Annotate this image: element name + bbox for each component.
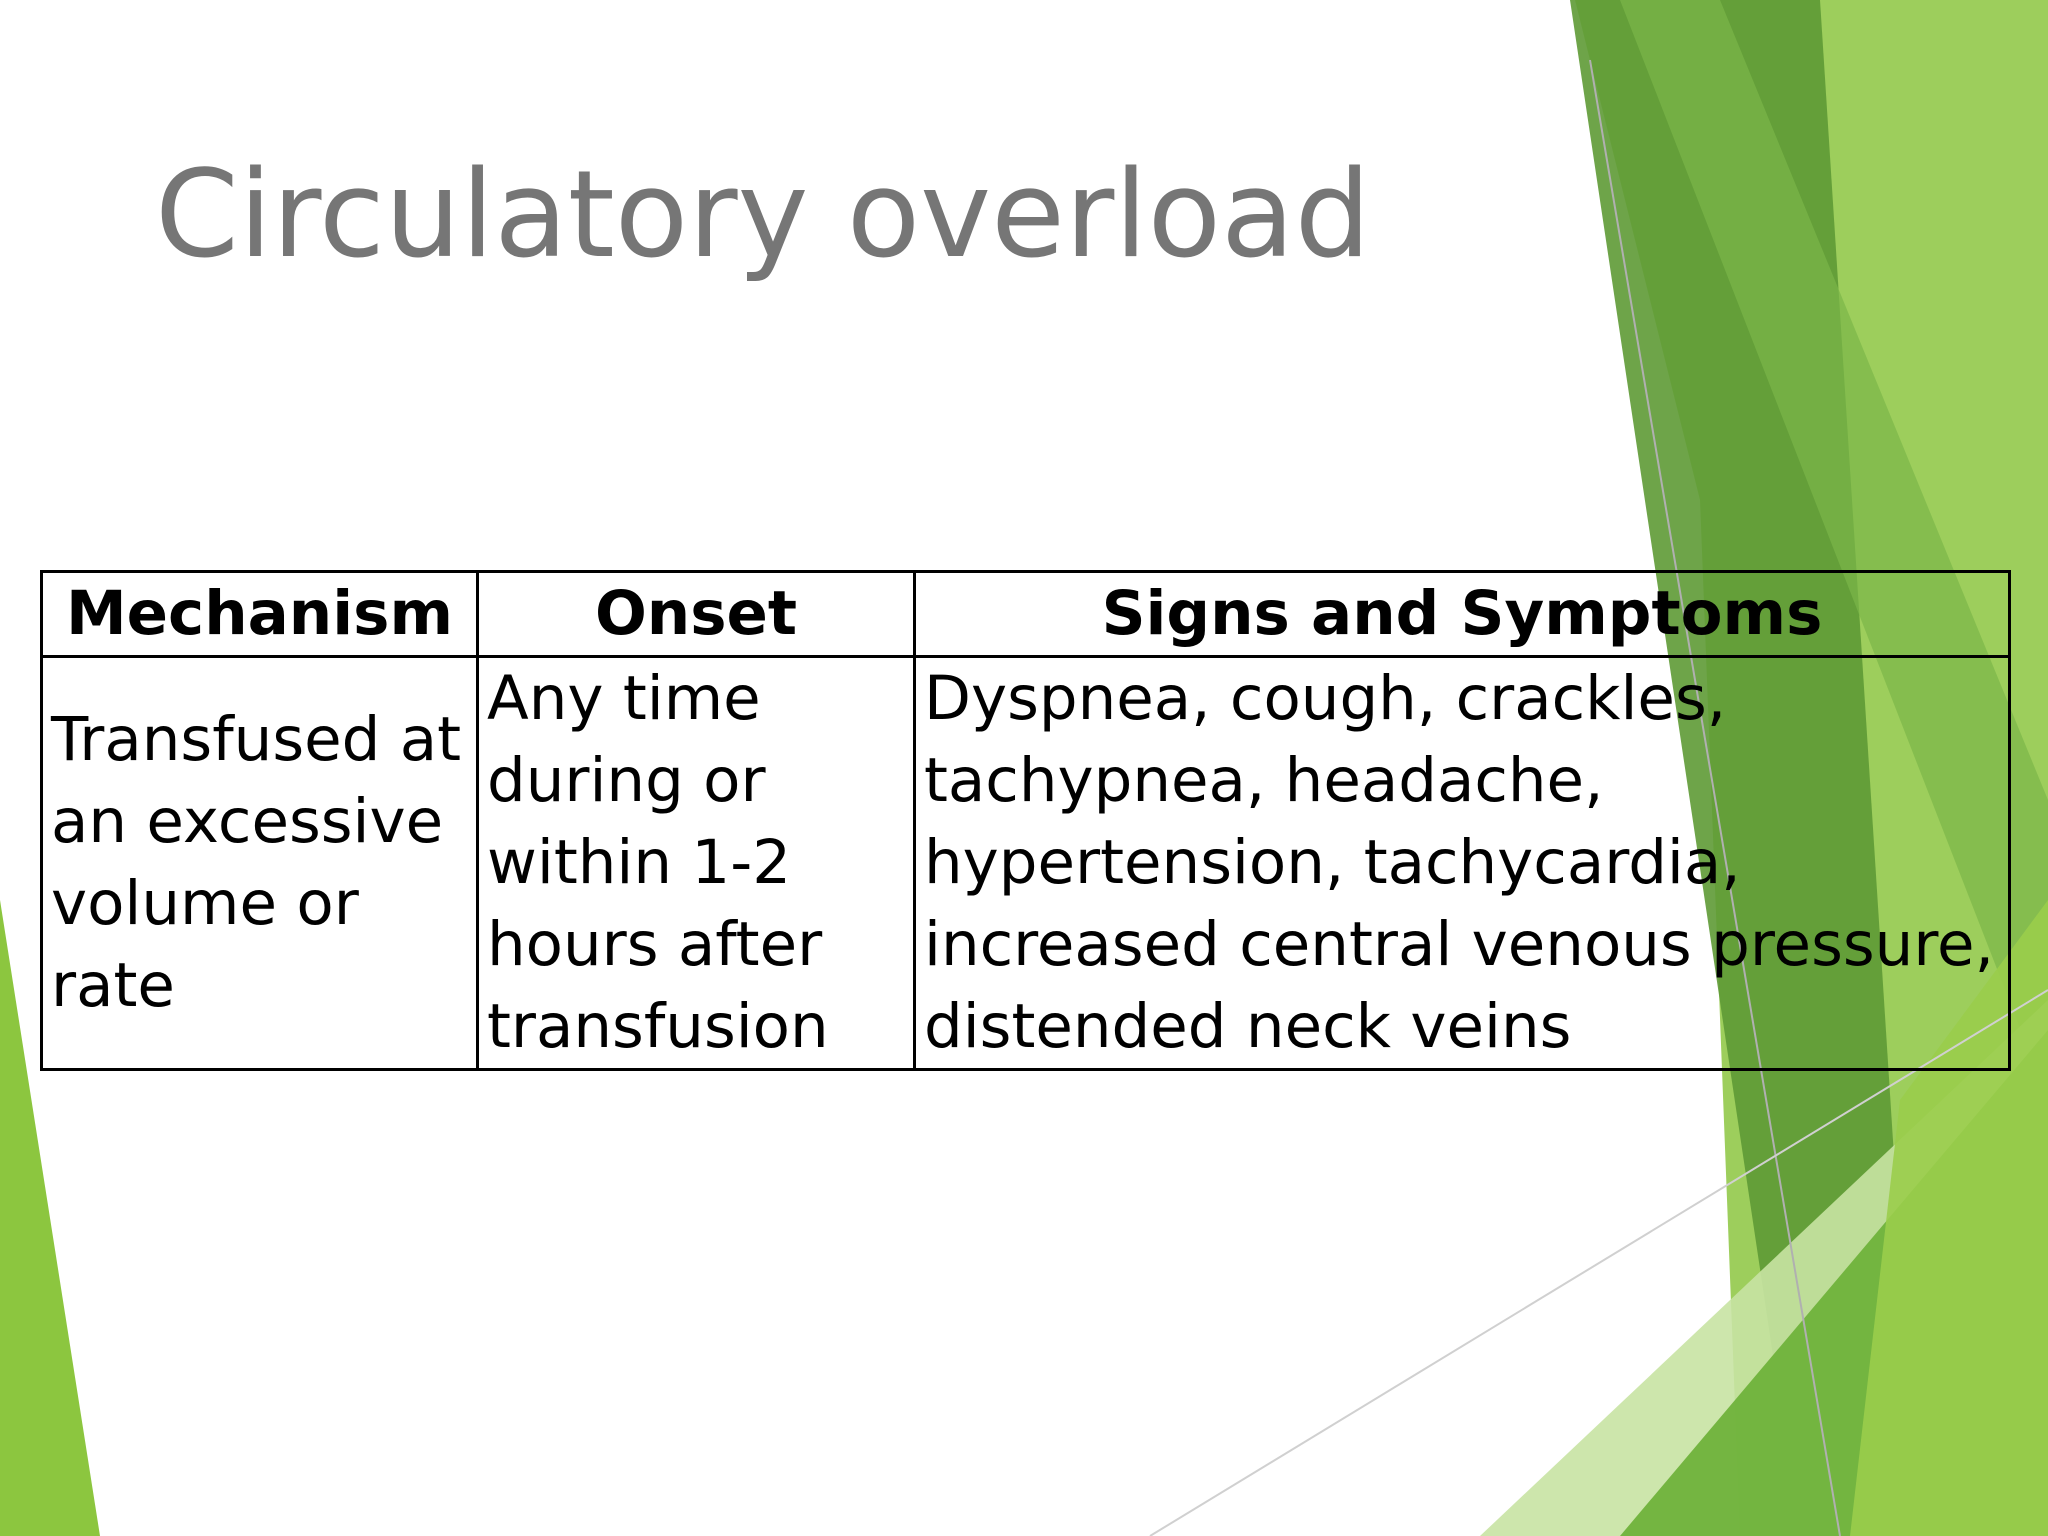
cell-onset: Any time during or within 1-2 hours after transfusion <box>478 657 915 1070</box>
table-row <box>42 657 2010 1070</box>
reaction-table <box>40 570 2011 1071</box>
cell-mechanism: Transfused at an excessive volume or rate <box>42 657 478 1070</box>
slide-title: Circulatory overload <box>155 146 1371 285</box>
table-header-row <box>42 572 2010 657</box>
cell-signs-and-symptoms: Dyspnea, cough, crackles, tachypnea, headache, hypertension, tachycardia, increased central venous pressure, distended neck veins <box>915 657 2010 1070</box>
header-mechanism: Mechanism <box>42 572 478 657</box>
header-onset: Onset <box>478 572 915 657</box>
header-signs-and-symptoms: Signs and Symptoms <box>915 572 2010 657</box>
